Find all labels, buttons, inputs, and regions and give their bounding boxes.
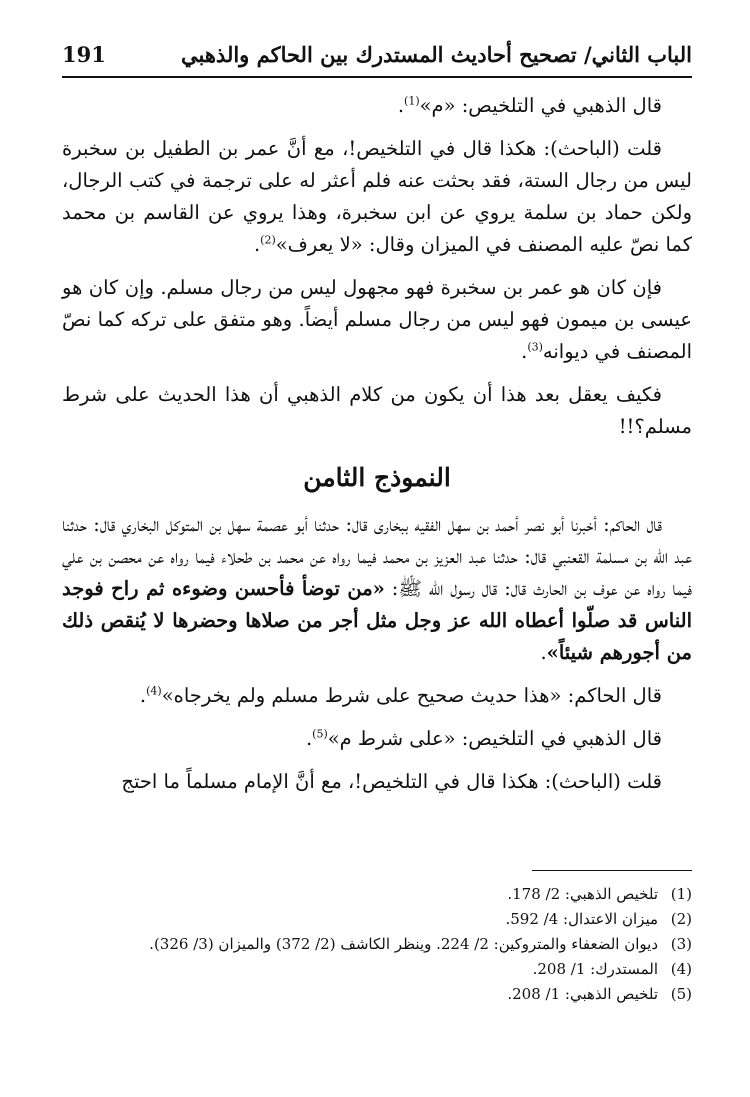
page-header — [62, 40, 692, 78]
paragraph: فكيف يعقل بعد هذا أن يكون من كلام الذهبي أن هذا الحديث على شرط مسلم؟!! — [62, 383, 692, 438]
footnote: (5) تلخيص الذهبي: 1/ 208. — [507, 985, 692, 1003]
section-title: النموذج الثامن — [303, 463, 451, 492]
footnote-ref: (1) — [404, 94, 420, 108]
paragraph: قال الذهبي في التلخيص: «م»$^{(1)}$. — [397, 94, 662, 117]
footnote-ref: (5) — [312, 727, 328, 741]
footnote-ref: (2) — [260, 233, 276, 247]
paragraph: قال الذهبي في التلخيص: «على شرط م»$^{(5)}$. — [305, 727, 662, 750]
footnotes — [62, 882, 692, 1007]
footnote-ref: (3) — [527, 340, 543, 354]
paragraph: قال الحاكم: «هذا حديث صحيح على شرط مسلم ولم يخرجاه»$^{(4)}$. — [139, 684, 662, 707]
paragraph: قلت (الباحث): هكذا قال في التلخيص!، مع أنَّ عمر بن الطفيل بن سخبرة ليس من رجال الستة، فقد بحثت عنه فلم أعثر له على ترجمة في كتب الرجال، ولكن حماد بن سلمة يروي عن ابن سخبرة، وهذا يروي عن القاسم بن محمد كما نصّ عليه المصنف في الميزان وقال: «لا يعرف»$^{(2)}$. — [62, 137, 692, 256]
running-title: الباب الثاني/ تصحيح أحاديث المستدرك بين الحاكم والذهبي — [181, 42, 692, 67]
footnote-divider — [532, 870, 692, 871]
page — [62, 40, 692, 1003]
paragraph: فإن كان هو عمر بن سخبرة فهو مجهول ليس من رجال مسلم. وإن كان هو عيسى بن ميمون فهو ليس من رجال مسلم أيضاً. وهو متفق على تركه كما نصّ المصنف في ديوانه$^{(3)}$. — [62, 276, 692, 363]
footnote: (2) ميزان الاعتدال: 4/ 592. — [505, 910, 692, 928]
footnote: (1) تلخيص الذهبي: 2/ 178. — [507, 885, 692, 903]
paragraph: قلت (الباحث): هكذا قال في التلخيص!، مع أنَّ الإمام مسلماً ما احتج — [121, 770, 662, 793]
body-text — [62, 90, 692, 798]
hadith-paragraph: قال الحاكم: أخبرنا أبو نصر أحمد بن سهل الفقيه ببخارى قال: حدثنا أبو عصمة سهل بن المتوكل البخاري قال: حدثنا عبد الله بن مسلمة القعنبي قال: حدثنا عبد العزيز بن محمد فيما رواه عن محمد بن طحلاء فيما رواه عن محصن بن علي فيما رواه عن عوف بن الحارث قال: قال رسول الله ﷺ: «من توضأ فأحسن وضوءه ثم راح فوجد الناس قد صلّوا أعطاه الله عز وجل مثل أجر من صلاها وحضرها لا يُنقص ذلك من أجورهم شيئاً». — [62, 513, 692, 664]
footnote: (3) ديوان الضعفاء والمتروكين: 2/ 224. وينظر الكاشف (2/ 372) والميزان (3/ 326). — [149, 935, 692, 953]
footnote: (4) المستدرك: 1/ 208. — [532, 960, 692, 978]
hadith-text: «من توضأ فأحسن وضوءه ثم راح فوجد الناس قد صلّوا أعطاه الله عز وجل مثل أجر من صلاها وحضرها لا يُنقص ذلك من أجورهم شيئاً» — [62, 577, 692, 664]
page-number: 191 — [62, 42, 106, 67]
footnote-ref: (4) — [146, 684, 162, 698]
